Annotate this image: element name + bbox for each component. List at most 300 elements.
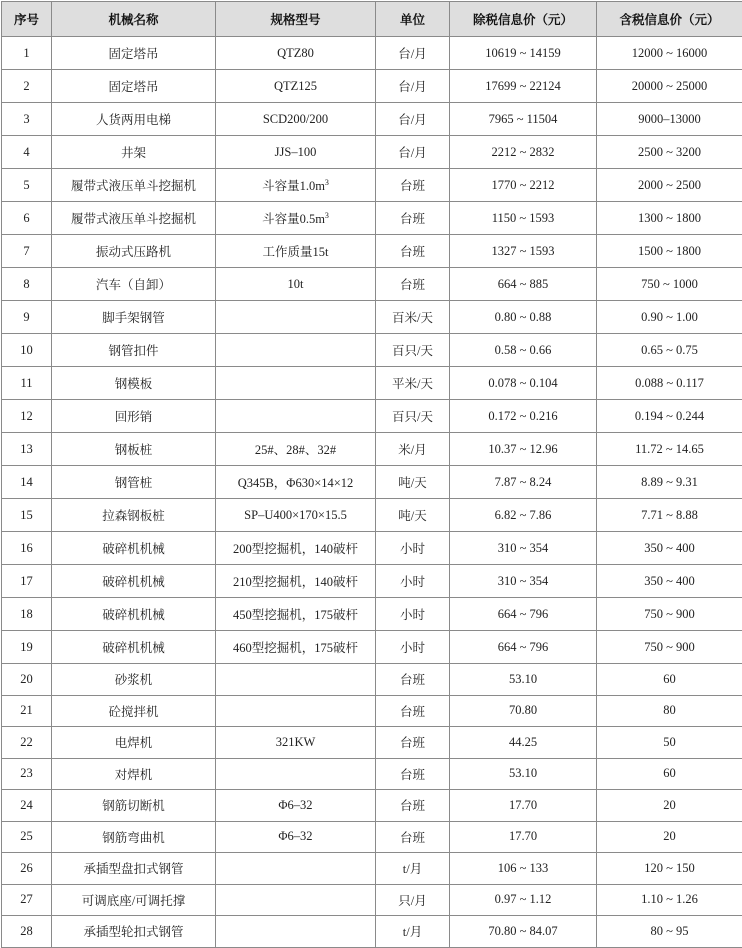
unit: 台/月 (398, 80, 426, 94)
machine-name: 汽车（自卸） (96, 278, 171, 292)
spec-model: 斗容量0.5m (262, 212, 325, 226)
spec-model-cell (216, 235, 376, 268)
row-number: 13 (20, 442, 33, 456)
row-number-cell (2, 400, 52, 433)
unit: 百只/天 (392, 410, 433, 424)
price-ex-tax: 6.82 ~ 7.86 (495, 508, 552, 522)
price-inc-tax-cell (597, 821, 742, 853)
machine-name-cell (52, 235, 216, 268)
table-row (2, 235, 742, 268)
table-row (2, 466, 742, 499)
row-number-cell (2, 334, 52, 367)
header-name: 机械名称 (52, 2, 216, 37)
unit: t/月 (403, 925, 422, 939)
table-row (2, 565, 742, 598)
spec-model: 斗容量1.0m (262, 179, 325, 193)
unit-cell (376, 169, 450, 202)
row-number-cell (2, 37, 52, 70)
price-ex-tax-cell (450, 169, 597, 202)
row-number: 24 (20, 798, 33, 812)
price-ex-tax: 44.25 (509, 735, 537, 749)
spec-model-cell (216, 103, 376, 136)
machine-name-cell (52, 727, 216, 759)
price-inc-tax: 20 (663, 829, 676, 843)
price-inc-tax: 1300 ~ 1800 (638, 211, 701, 225)
table-row (2, 169, 742, 202)
table-row (2, 268, 742, 301)
unit: 台班 (400, 673, 425, 687)
machine-name: 砂浆机 (115, 673, 153, 687)
unit-cell (376, 136, 450, 169)
table-row (2, 433, 742, 466)
unit: 台班 (400, 799, 425, 813)
price-ex-tax: 0.172 ~ 0.216 (488, 409, 557, 423)
price-inc-tax-cell (597, 37, 742, 70)
header-no: 序号 (2, 2, 52, 37)
machine-name: 钢管扣件 (108, 344, 158, 358)
spec-model-cell (216, 70, 376, 103)
unit-cell (376, 532, 450, 565)
price-ex-tax: 664 ~ 796 (498, 607, 549, 621)
machine-name: 破碎机机械 (102, 641, 165, 655)
price-ex-tax: 1770 ~ 2212 (491, 178, 554, 192)
unit: 小时 (400, 641, 425, 655)
row-number: 15 (20, 508, 33, 522)
unit: 台班 (400, 768, 425, 782)
price-ex-tax: 53.10 (509, 766, 537, 780)
spec-model-cell (216, 433, 376, 466)
table-row (2, 631, 742, 664)
machine-name-cell (52, 466, 216, 499)
price-inc-tax: 120 ~ 150 (644, 861, 695, 875)
spec-model-cell (216, 853, 376, 885)
machine-name: 承插型轮扣式钢管 (83, 925, 183, 939)
table-row (2, 103, 742, 136)
unit-cell (376, 433, 450, 466)
spec-model-cell (216, 727, 376, 759)
price-ex-tax-cell (450, 727, 597, 759)
row-number-cell (2, 821, 52, 853)
spec-model-cell (216, 598, 376, 631)
machine-name-cell (52, 70, 216, 103)
price-ex-tax: 53.10 (509, 672, 537, 686)
price-ex-tax-cell (450, 202, 597, 235)
price-ex-tax-cell (450, 70, 597, 103)
spec-model-cell (216, 169, 376, 202)
price-inc-tax-cell (597, 499, 742, 532)
table-row (2, 532, 742, 565)
price-ex-tax-cell (450, 499, 597, 532)
price-ex-tax: 0.58 ~ 0.66 (495, 343, 552, 357)
price-inc-tax: 750 ~ 900 (644, 607, 695, 621)
table-row (2, 301, 742, 334)
row-number: 6 (23, 211, 29, 225)
price-inc-tax-cell (597, 70, 742, 103)
price-ex-tax: 17.70 (509, 829, 537, 843)
row-number-cell (2, 565, 52, 598)
row-number-cell (2, 70, 52, 103)
price-ex-tax: 17699 ~ 22124 (485, 79, 561, 93)
row-number: 4 (23, 145, 29, 159)
unit-cell (376, 70, 450, 103)
unit-cell (376, 202, 450, 235)
price-inc-tax: 60 (663, 766, 676, 780)
price-ex-tax-cell (450, 466, 597, 499)
row-number-cell (2, 136, 52, 169)
row-number-cell (2, 790, 52, 822)
table-row (2, 790, 742, 822)
price-ex-tax: 664 ~ 796 (498, 640, 549, 654)
unit: t/月 (403, 862, 422, 876)
price-ex-tax-cell (450, 37, 597, 70)
row-number: 11 (20, 376, 32, 390)
unit-cell (376, 853, 450, 885)
machine-name: 破碎机机械 (102, 542, 165, 556)
price-ex-tax-cell (450, 103, 597, 136)
row-number-cell (2, 103, 52, 136)
price-inc-tax-cell (597, 598, 742, 631)
spec-model: 25#、28#、32# (255, 443, 336, 457)
row-number: 23 (20, 766, 33, 780)
table-row (2, 758, 742, 790)
price-inc-tax: 20000 ~ 25000 (632, 79, 708, 93)
row-number-cell (2, 235, 52, 268)
price-inc-tax: 750 ~ 1000 (641, 277, 698, 291)
price-inc-tax-cell (597, 466, 742, 499)
row-number: 25 (20, 829, 33, 843)
unit: 小时 (400, 575, 425, 589)
unit: 百只/天 (392, 344, 433, 358)
table-row (2, 598, 742, 631)
price-inc-tax: 750 ~ 900 (644, 640, 695, 654)
price-inc-tax-cell (597, 758, 742, 790)
price-inc-tax-cell (597, 400, 742, 433)
row-number: 12 (20, 409, 33, 423)
price-ex-tax-cell (450, 664, 597, 696)
spec-model-cell (216, 202, 376, 235)
spec-model-cell (216, 916, 376, 948)
unit-cell (376, 631, 450, 664)
price-inc-tax: 7.71 ~ 8.88 (641, 508, 698, 522)
machine-name: 拉森钢板桩 (102, 509, 165, 523)
machine-name-cell (52, 136, 216, 169)
unit-cell (376, 103, 450, 136)
machine-name-cell (52, 790, 216, 822)
table-row (2, 853, 742, 885)
row-number-cell (2, 916, 52, 948)
price-ex-tax-cell (450, 400, 597, 433)
table-row (2, 664, 742, 696)
row-number-cell (2, 169, 52, 202)
unit: 米/月 (398, 443, 426, 457)
price-ex-tax-cell (450, 631, 597, 664)
machine-name: 履带式液压单斗挖掘机 (71, 212, 196, 226)
unit: 台班 (400, 245, 425, 259)
price-ex-tax-cell (450, 532, 597, 565)
price-inc-tax-cell (597, 301, 742, 334)
row-number: 16 (20, 541, 33, 555)
machine-name: 承插型盘扣式钢管 (83, 862, 183, 876)
machine-name-cell (52, 758, 216, 790)
table-body (2, 37, 742, 948)
table-row (2, 136, 742, 169)
price-ex-tax-cell (450, 433, 597, 466)
spec-model: 10t (288, 277, 304, 291)
header-inc-tax-price: 含税信息价（元） (597, 2, 742, 37)
price-ex-tax-cell (450, 334, 597, 367)
unit-cell (376, 916, 450, 948)
row-number: 10 (20, 343, 33, 357)
price-inc-tax: 1500 ~ 1800 (638, 244, 701, 258)
machine-name-cell (52, 884, 216, 916)
spec-model: 工作质量15t (263, 245, 329, 259)
row-number-cell (2, 853, 52, 885)
machine-name: 钢管桩 (115, 476, 153, 490)
row-number-cell (2, 664, 52, 696)
unit-cell (376, 301, 450, 334)
spec-model-cell (216, 758, 376, 790)
unit: 平米/天 (392, 377, 433, 391)
row-number: 18 (20, 607, 33, 621)
spec-model: JJS–100 (275, 145, 317, 159)
unit-cell (376, 695, 450, 727)
table-row (2, 367, 742, 400)
price-inc-tax-cell (597, 565, 742, 598)
row-number: 28 (20, 924, 33, 938)
price-inc-tax: 0.088 ~ 0.117 (635, 376, 704, 390)
price-inc-tax-cell (597, 664, 742, 696)
spec-model-cell (216, 37, 376, 70)
header-unit: 单位 (376, 2, 450, 37)
unit-cell (376, 400, 450, 433)
unit: 台班 (400, 212, 425, 226)
unit: 台/月 (398, 47, 426, 61)
spec-model: Q345B，Φ630×14×12 (238, 476, 354, 490)
table-row (2, 821, 742, 853)
table-row (2, 70, 742, 103)
table-row (2, 884, 742, 916)
price-inc-tax-cell (597, 695, 742, 727)
machine-name-cell (52, 821, 216, 853)
price-inc-tax-cell (597, 103, 742, 136)
price-ex-tax-cell (450, 367, 597, 400)
machine-name: 人货两用电梯 (96, 113, 171, 127)
price-ex-tax: 1150 ~ 1593 (492, 211, 555, 225)
unit: 吨/天 (398, 476, 426, 490)
row-number-cell (2, 268, 52, 301)
price-ex-tax-cell (450, 916, 597, 948)
machine-name: 破碎机机械 (102, 575, 165, 589)
price-ex-tax: 0.078 ~ 0.104 (488, 376, 557, 390)
table-row (2, 695, 742, 727)
price-ex-tax: 70.80 (509, 703, 537, 717)
spec-model: 200型挖掘机，140破杆 (233, 542, 358, 556)
machine-name: 可调底座/可调托撑 (82, 894, 185, 908)
price-inc-tax: 80 (663, 703, 676, 717)
price-inc-tax: 80 ~ 95 (650, 924, 688, 938)
price-ex-tax: 664 ~ 885 (498, 277, 549, 291)
price-inc-tax-cell (597, 884, 742, 916)
row-number-cell (2, 202, 52, 235)
row-number: 17 (20, 574, 33, 588)
row-number: 22 (20, 735, 33, 749)
price-inc-tax-cell (597, 727, 742, 759)
unit-cell (376, 466, 450, 499)
unit: 台班 (400, 278, 425, 292)
row-number-cell (2, 598, 52, 631)
unit: 百米/天 (392, 311, 433, 325)
price-ex-tax: 7965 ~ 11504 (489, 112, 558, 126)
row-number: 1 (23, 46, 29, 60)
spec-superscript: 3 (325, 178, 329, 187)
spec-superscript: 3 (325, 211, 329, 220)
price-ex-tax: 310 ~ 354 (498, 574, 549, 588)
price-inc-tax-cell (597, 790, 742, 822)
machine-name: 固定塔吊 (108, 47, 158, 61)
row-number-cell (2, 499, 52, 532)
price-ex-tax: 106 ~ 133 (498, 861, 549, 875)
price-ex-tax-cell (450, 268, 597, 301)
spec-model: 450型挖掘机，175破杆 (233, 608, 358, 622)
price-inc-tax-cell (597, 235, 742, 268)
unit-cell (376, 758, 450, 790)
price-ex-tax: 7.87 ~ 8.24 (495, 475, 552, 489)
price-inc-tax: 8.89 ~ 9.31 (641, 475, 698, 489)
row-number-cell (2, 466, 52, 499)
spec-model-cell (216, 695, 376, 727)
price-inc-tax-cell (597, 334, 742, 367)
price-inc-tax-cell (597, 532, 742, 565)
unit-cell (376, 598, 450, 631)
spec-model: Φ6–32 (278, 798, 312, 812)
spec-model-cell (216, 821, 376, 853)
price-inc-tax: 2500 ~ 3200 (638, 145, 701, 159)
price-inc-tax-cell (597, 433, 742, 466)
price-inc-tax-cell (597, 136, 742, 169)
header-spec: 规格型号 (216, 2, 376, 37)
machine-name-cell (52, 202, 216, 235)
unit-cell (376, 727, 450, 759)
spec-model-cell (216, 499, 376, 532)
spec-model: QTZ80 (277, 46, 314, 60)
unit: 小时 (400, 542, 425, 556)
machine-name-cell (52, 631, 216, 664)
machine-name: 钢板桩 (115, 443, 153, 457)
row-number-cell (2, 884, 52, 916)
table-row (2, 400, 742, 433)
table-row (2, 727, 742, 759)
machine-name-cell (52, 37, 216, 70)
unit-cell (376, 268, 450, 301)
machine-name-cell (52, 169, 216, 202)
price-ex-tax: 70.80 ~ 84.07 (488, 924, 557, 938)
unit-cell (376, 499, 450, 532)
machine-name: 固定塔吊 (108, 80, 158, 94)
row-number: 20 (20, 672, 33, 686)
unit: 台/月 (398, 113, 426, 127)
row-number: 7 (23, 244, 29, 258)
unit-cell (376, 664, 450, 696)
row-number-cell (2, 758, 52, 790)
machine-name: 钢筋弯曲机 (102, 831, 165, 845)
price-ex-tax-cell (450, 758, 597, 790)
spec-model: 460型挖掘机，175破杆 (233, 641, 358, 655)
row-number-cell (2, 631, 52, 664)
price-ex-tax: 0.80 ~ 0.88 (495, 310, 552, 324)
row-number-cell (2, 433, 52, 466)
price-inc-tax: 0.194 ~ 0.244 (635, 409, 704, 423)
machine-name: 电焊机 (115, 736, 153, 750)
spec-model-cell (216, 664, 376, 696)
price-inc-tax-cell (597, 367, 742, 400)
price-ex-tax: 310 ~ 354 (498, 541, 549, 555)
unit-cell (376, 884, 450, 916)
spec-model-cell (216, 136, 376, 169)
row-number-cell (2, 301, 52, 334)
table-header-row (2, 2, 742, 37)
spec-model: Φ6–32 (278, 829, 312, 843)
machine-name: 脚手架钢管 (102, 311, 165, 325)
price-inc-tax-cell (597, 916, 742, 948)
machine-name-cell (52, 695, 216, 727)
machine-name-cell (52, 532, 216, 565)
row-number: 27 (20, 892, 33, 906)
machine-name-cell (52, 433, 216, 466)
machine-name-cell (52, 664, 216, 696)
machine-name: 钢模板 (115, 377, 153, 391)
price-ex-tax: 10.37 ~ 12.96 (488, 442, 557, 456)
unit-cell (376, 367, 450, 400)
machine-name: 钢筋切断机 (102, 799, 165, 813)
spec-model-cell (216, 268, 376, 301)
price-ex-tax-cell (450, 821, 597, 853)
machine-name: 砼搅拌机 (108, 705, 158, 719)
price-ex-tax-cell (450, 136, 597, 169)
price-ex-tax: 1327 ~ 1593 (491, 244, 554, 258)
table-row (2, 499, 742, 532)
machine-name: 回形销 (115, 410, 153, 424)
unit-cell (376, 821, 450, 853)
price-ex-tax: 0.97 ~ 1.12 (495, 892, 552, 906)
price-ex-tax: 17.70 (509, 798, 537, 812)
row-number-cell (2, 367, 52, 400)
price-ex-tax-cell (450, 235, 597, 268)
machine-name-cell (52, 103, 216, 136)
unit-cell (376, 790, 450, 822)
spec-model-cell (216, 884, 376, 916)
price-inc-tax-cell (597, 202, 742, 235)
unit: 台班 (400, 831, 425, 845)
machine-name-cell (52, 367, 216, 400)
row-number: 21 (20, 703, 33, 717)
spec-model-cell (216, 334, 376, 367)
machine-name-cell (52, 301, 216, 334)
price-ex-tax-cell (450, 790, 597, 822)
spec-model-cell (216, 301, 376, 334)
spec-model-cell (216, 367, 376, 400)
row-number: 9 (23, 310, 29, 324)
spec-model: 321KW (276, 735, 316, 749)
price-ex-tax: 10619 ~ 14159 (485, 46, 561, 60)
table-row (2, 916, 742, 948)
machine-name: 对焊机 (115, 768, 153, 782)
price-inc-tax-cell (597, 268, 742, 301)
machine-name: 振动式压路机 (96, 245, 171, 259)
row-number-cell (2, 727, 52, 759)
machine-name-cell (52, 499, 216, 532)
unit: 台班 (400, 736, 425, 750)
price-inc-tax: 12000 ~ 16000 (632, 46, 708, 60)
